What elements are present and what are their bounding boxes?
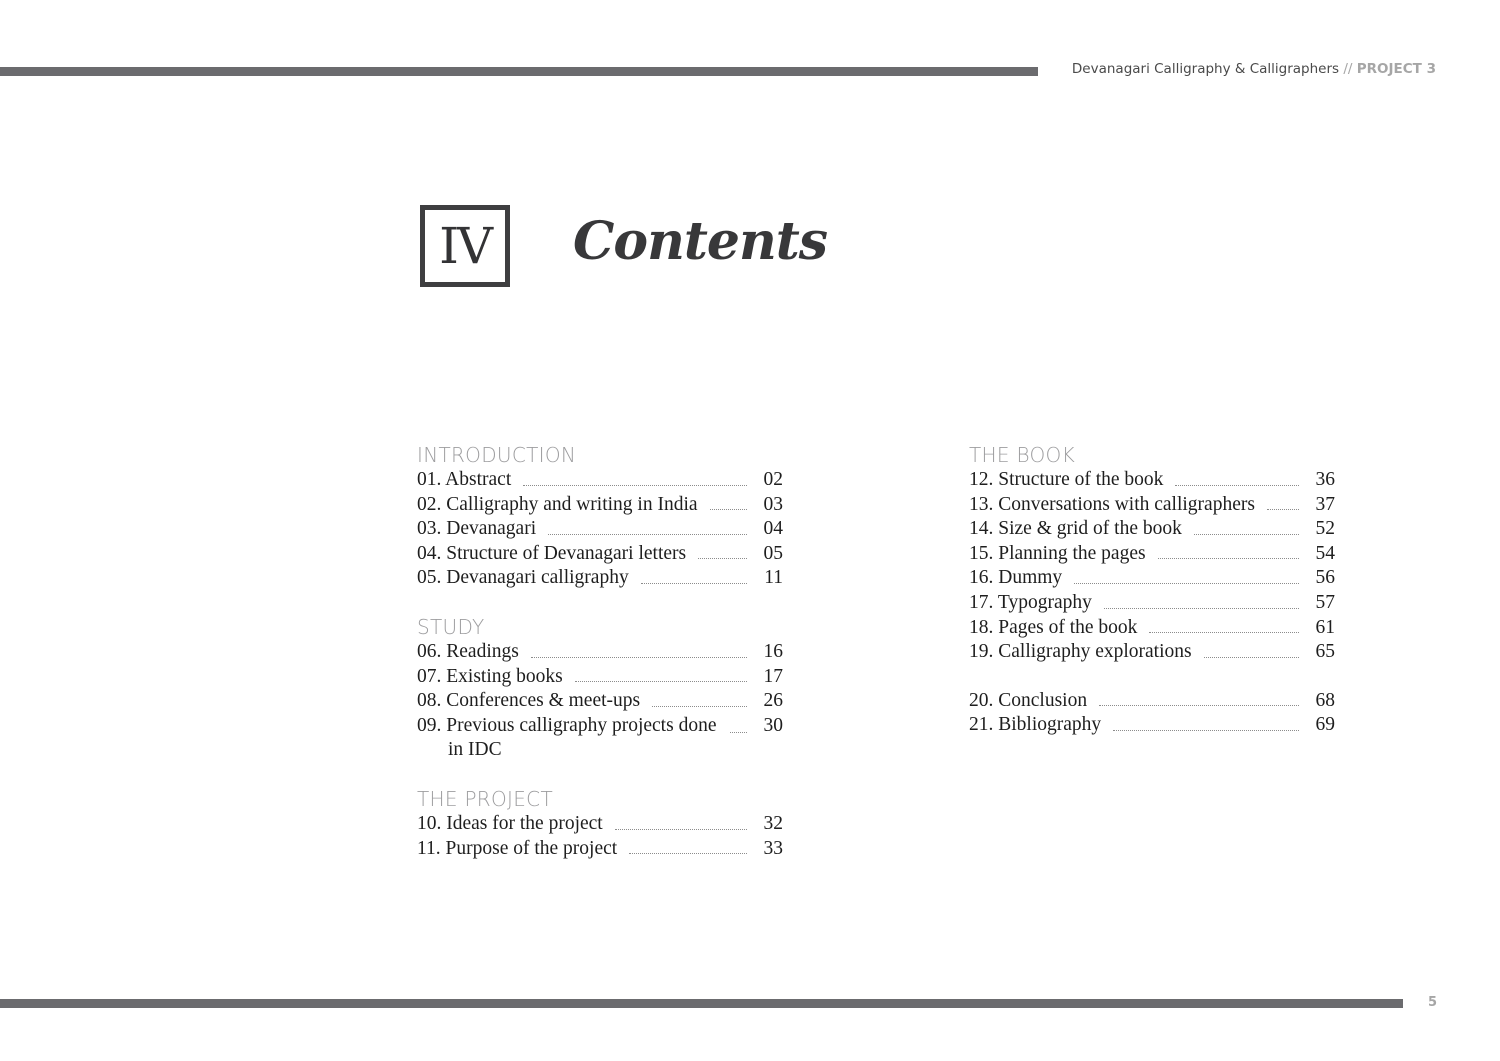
toc-entry-page: 54 [1315, 542, 1335, 564]
toc-entry [969, 542, 1335, 567]
toc-entry [969, 640, 1335, 665]
toc-entry-label: 05. Devanagari calligraphy [417, 567, 629, 589]
toc-entry-page: 37 [1315, 493, 1335, 515]
toc-entry [417, 640, 783, 665]
dot-leader [615, 828, 747, 830]
toc-entry-label: 17. Typography [969, 591, 1092, 613]
toc-entry-label: 03. Devanagari [417, 518, 537, 540]
dot-leader [1267, 508, 1299, 510]
toc-entry-page: 57 [1315, 591, 1335, 613]
dot-leader [1194, 533, 1299, 535]
toc-entry [969, 689, 1335, 714]
toc-entry-label: 02. Calligraphy and writing in India [417, 493, 698, 515]
toc-entry-page: 56 [1315, 567, 1335, 589]
section-heading-the-book: THE BOOK [969, 443, 1075, 467]
toc-entry [969, 468, 1335, 493]
toc-entry-label: 09. Previous calligraphy projects done in IDC [417, 714, 717, 761]
toc-entry [969, 713, 1335, 738]
dot-leader [1204, 656, 1299, 658]
footer-rule [0, 999, 1403, 1008]
toc-entry [969, 591, 1335, 616]
toc-entry-page: 61 [1315, 616, 1335, 638]
toc-entry-page: 04 [763, 518, 783, 540]
toc-entry [417, 665, 783, 690]
section-heading-study: STUDY [417, 614, 485, 639]
toc-entry-page: 36 [1315, 469, 1335, 490]
toc-entry-page: 17 [763, 665, 783, 687]
toc-entry [417, 837, 783, 862]
toc-entry [969, 517, 1335, 542]
toc-entry-page: 69 [1315, 714, 1335, 736]
dot-leader [1158, 557, 1299, 559]
dot-leader [548, 533, 747, 535]
dot-leader [1074, 582, 1299, 584]
toc-entry-label: 18. Pages of the book [969, 616, 1138, 638]
chapter-numeral: IV [439, 217, 491, 275]
dot-leader [698, 557, 747, 559]
section-spacer [969, 665, 1335, 689]
toc-entry-label: 08. Conferences & meet-ups [417, 690, 641, 712]
page-number: 5 [1427, 995, 1437, 1010]
toc-entry-label: 10. Ideas for the project [417, 812, 603, 834]
toc-entry-label: 19. Calligraphy explorations [969, 641, 1192, 663]
dot-leader [1149, 631, 1299, 633]
toc-entry [969, 566, 1335, 591]
toc-left-column [417, 443, 783, 861]
toc-entry-label: 07. Existing books [417, 665, 563, 687]
toc-entry [417, 812, 783, 837]
toc-entry-page: 52 [1315, 518, 1335, 540]
toc-entry-label: 01. Abstract [417, 469, 512, 490]
toc-entry-page: 65 [1315, 641, 1335, 663]
toc-entry-page: 05 [763, 542, 783, 564]
toc-entry [417, 689, 783, 714]
dot-leader [575, 680, 747, 682]
section-spacer [417, 591, 783, 615]
toc-entry-label: 13. Conversations with calligraphers [969, 493, 1255, 515]
toc-entry-label: 16. Dummy [969, 567, 1063, 589]
toc-entry [417, 468, 783, 493]
toc-entry [969, 493, 1335, 518]
toc-entry-page: 11 [764, 567, 783, 589]
dot-leader [730, 731, 747, 733]
toc-entry-label: 15. Planning the pages [969, 542, 1146, 564]
toc-entry-label: 06. Readings [417, 640, 519, 662]
toc-entry [417, 493, 783, 518]
book-title: Devanagari Calligraphy & Calligraphers [1071, 61, 1340, 77]
toc-entry [417, 542, 783, 567]
dot-leader [1099, 704, 1299, 706]
chapter-number-box [420, 205, 510, 287]
section-spacer [417, 763, 783, 787]
dot-leader [641, 582, 747, 584]
toc-entry [417, 714, 783, 763]
toc-entry-label: 04. Structure of Devanagari letters [417, 542, 687, 564]
section-heading-the-project: THE PROJECT [417, 786, 553, 811]
dot-leader [531, 656, 747, 658]
dot-leader [629, 852, 747, 854]
section-heading-introduction: INTRODUCTION [417, 443, 577, 467]
toc-entry-page: 16 [763, 640, 783, 662]
toc-entry-label: 21. Bibliography [969, 714, 1102, 736]
dot-leader [523, 484, 747, 486]
dot-leader [1175, 484, 1299, 486]
dot-leader [1104, 607, 1299, 609]
toc-right-column [969, 443, 1335, 738]
toc-entry-page: 30 [763, 714, 783, 736]
toc-entry-label: 14. Size & grid of the book [969, 518, 1182, 540]
dot-leader [1113, 729, 1299, 731]
dot-leader [710, 508, 747, 510]
dot-leader [652, 705, 747, 707]
toc-entry-page: 26 [763, 690, 783, 712]
toc-entry-page: 03 [763, 493, 783, 515]
project-label: PROJECT 3 [1356, 61, 1436, 77]
toc-entry-label: 20. Conclusion [969, 689, 1088, 711]
toc-entry-label: 11. Purpose of the project [417, 837, 618, 859]
toc-entry [417, 517, 783, 542]
toc-entry-label: 12. Structure of the book [969, 469, 1164, 490]
running-head [1072, 61, 1436, 77]
toc-entry [969, 616, 1335, 641]
toc-entry [417, 566, 783, 591]
toc-entry-page: 33 [763, 837, 783, 859]
toc-entry-page: 32 [763, 812, 783, 834]
toc-entry-page: 02 [763, 469, 783, 490]
page-title: Contents [573, 211, 828, 272]
header-separator: // [1343, 61, 1353, 77]
toc-entry-page: 68 [1315, 689, 1335, 711]
header-rule [0, 67, 1038, 76]
